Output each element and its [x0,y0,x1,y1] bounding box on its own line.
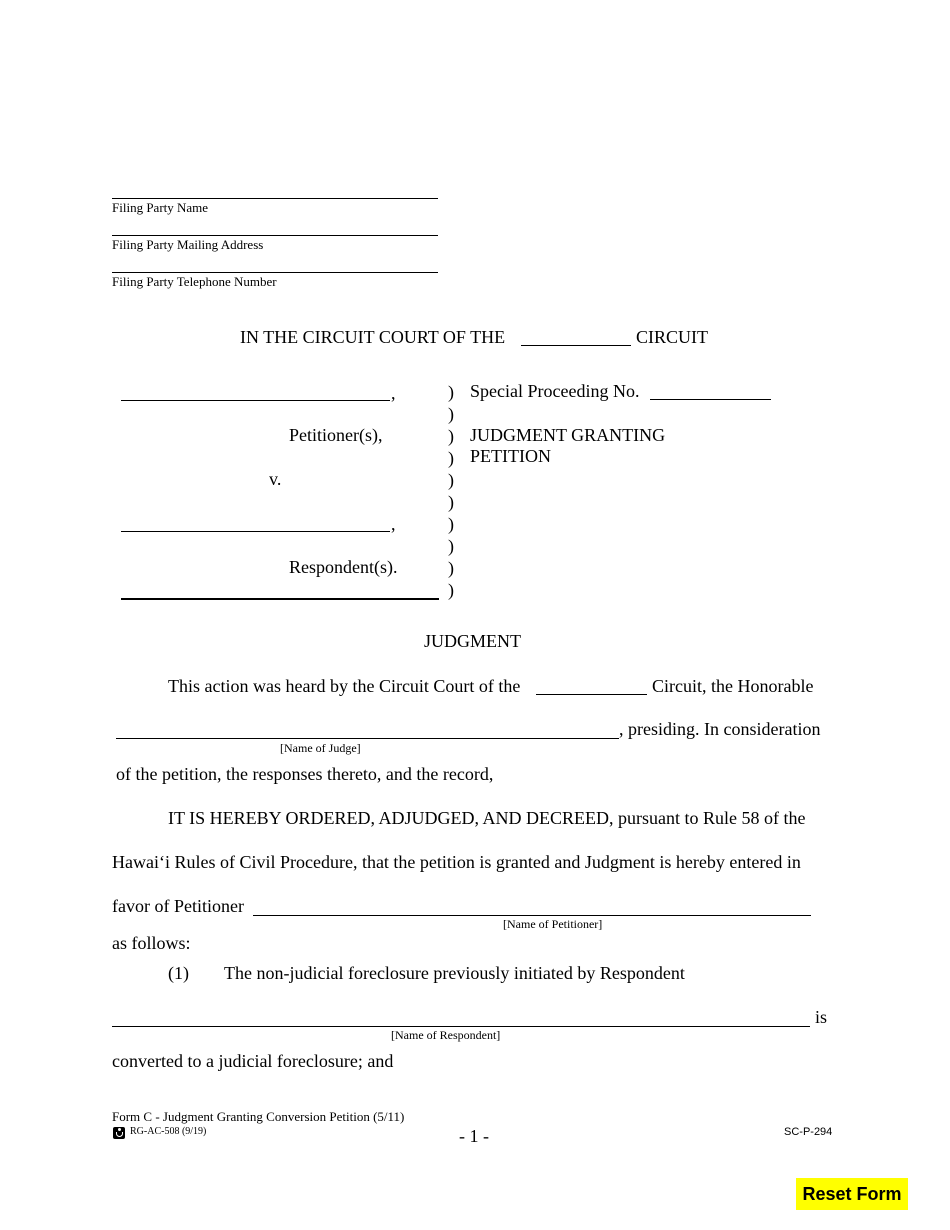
caption-paren: ) [448,470,454,490]
heard-circuit-field[interactable] [536,694,647,695]
petitioner-label: Petitioner(s), [289,425,383,445]
order-line-2: Hawai‘i Rules of Civil Procedure, that the petition is granted and Judgment is hereby entered in [112,852,801,872]
caption-paren: ) [448,536,454,556]
filing-party-phone-label: Filing Party Telephone Number [112,274,277,289]
caption-paren: ) [448,382,454,402]
document-title-line1: JUDGMENT GRANTING [470,425,666,445]
honorable-text: Circuit, the Honorable [652,676,814,696]
document-code: SC-P-294 [784,1126,833,1138]
court-heading-prefix: IN THE CIRCUIT COURT OF THE [240,327,506,347]
respondent-name-caption: [Name of Respondent] [391,1028,501,1042]
judge-name-caption: [Name of Judge] [280,741,361,755]
page-number: - 1 - [459,1126,489,1146]
filing-party-phone-field[interactable] [112,272,438,273]
document-title-line2: PETITION [470,446,551,466]
caption-paren: ) [448,448,454,468]
filing-party-name-field[interactable] [112,198,438,199]
is-text: is [815,1007,828,1027]
judgment-heading: JUDGMENT [424,631,521,651]
item-1-text: The non-judicial foreclosure previously initiated by Respondent [224,963,685,983]
judge-name-field[interactable] [116,738,619,739]
court-heading-suffix: CIRCUIT [636,327,708,347]
caption-paren: ) [448,492,454,512]
form-name-footer: Form C - Judgment Granting Conversion Petition (5/11) [112,1109,405,1124]
as-follows-text: as follows: [112,933,191,953]
filing-party-name-label: Filing Party Name [112,200,209,215]
circuit-name-field[interactable] [521,345,631,346]
consideration-text: of the petition, the responses thereto, and the record, [116,764,494,784]
petitioner-name-caption: [Name of Petitioner] [503,917,603,931]
respondent-label: Respondent(s). [289,557,398,577]
petitioner-name-field[interactable] [121,400,390,401]
reset-form-button[interactable]: Reset Form [796,1178,908,1210]
caption-paren: ) [448,426,454,446]
favor-of-petitioner-text: favor of Petitioner [112,896,244,916]
respondent-comma: , [391,514,396,534]
filing-party-address-field[interactable] [112,235,438,236]
versus-label: v. [269,469,282,489]
presiding-text: , presiding. In consideration [619,719,821,739]
proceeding-number-label: Special Proceeding No. [470,381,640,401]
form-code-footer: RG-AC-508 (9/19) [130,1126,207,1137]
caption-paren: ) [448,558,454,578]
caption-paren: ) [448,514,454,534]
respondent-name-field[interactable] [121,531,390,532]
wheelchair-accessibility-icon [113,1127,125,1139]
order-line-1: IT IS HEREBY ORDERED, ADJUDGED, AND DECREED, pursuant to Rule 58 of the [168,808,806,828]
proceeding-number-field[interactable] [650,399,771,400]
caption-paren: ) [448,580,454,600]
caption-paren: ) [448,404,454,424]
converted-text: converted to a judicial foreclosure; and [112,1051,394,1071]
heard-by-text: This action was heard by the Circuit Court of the [168,676,521,696]
caption-bottom-rule [121,598,439,600]
respondent-foreclosure-name-field[interactable] [112,1026,810,1027]
petitioner-judgment-name-field[interactable] [253,915,811,916]
item-1-number: (1) [168,963,189,983]
filing-party-address-label: Filing Party Mailing Address [112,237,264,252]
petitioner-comma: , [391,383,396,403]
